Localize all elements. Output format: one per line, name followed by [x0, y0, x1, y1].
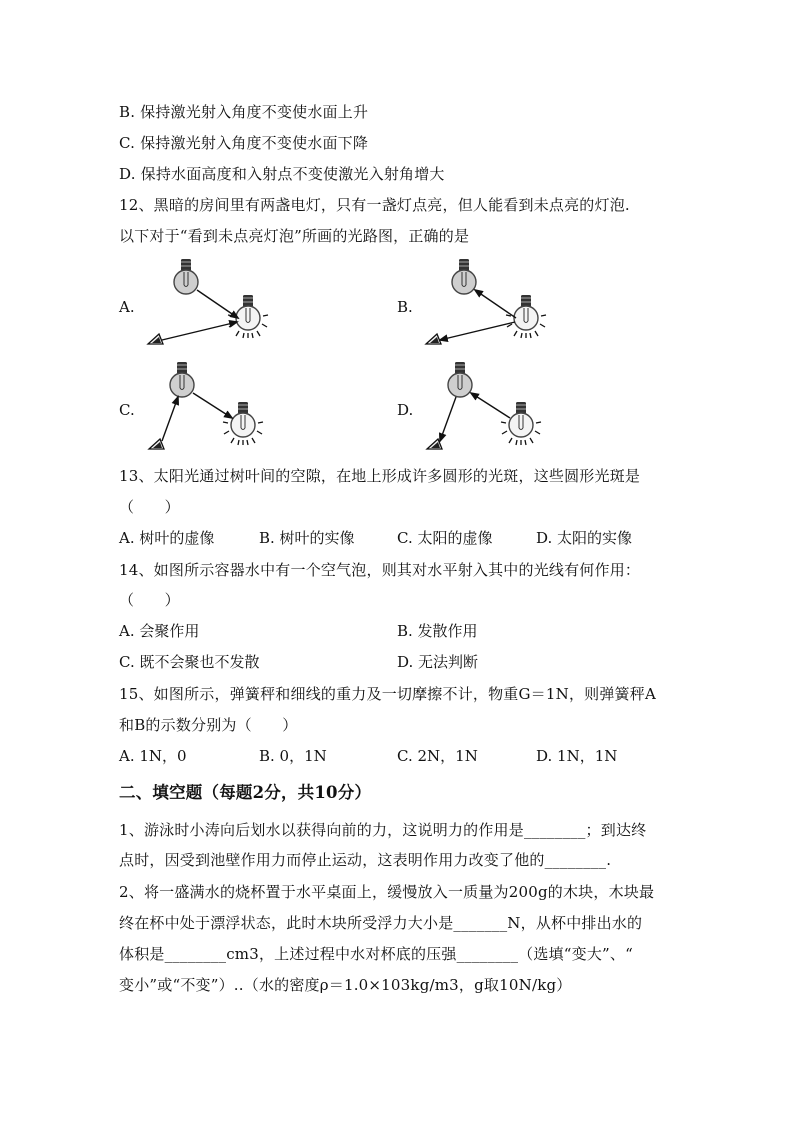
- q15-option-c[interactable]: C. 2N，1N: [397, 747, 478, 765]
- q15-stem-line1: 15、如图所示，弹簧秤和细线的重力及一切摩擦不计，物重G＝1N，则弹簧秤A: [119, 685, 656, 703]
- q14-option-d[interactable]: D. 无法判断: [397, 653, 479, 671]
- q14-stem-line2: （ ）: [119, 591, 180, 609]
- q12-choice-a-label[interactable]: A.: [119, 298, 135, 316]
- q15-option-b[interactable]: B. 0，1N: [259, 747, 327, 765]
- q15-option-a[interactable]: A. 1N，0: [119, 747, 187, 765]
- q12-choice-c-label[interactable]: C.: [119, 401, 135, 419]
- q14-stem-line1: 14、如图所示容器水中有一个空气泡，则其对水平射入其中的光线有何作用：: [119, 561, 641, 579]
- q12-choice-b-label[interactable]: B.: [397, 298, 413, 316]
- fill2-line2: 终在杯中处于漂浮状态，此时木块所受浮力大小是_______N，从杯中排出水的: [119, 914, 643, 932]
- q15-stem-line2: 和B的示数分别为（ ）: [119, 716, 298, 734]
- q12-stem-line2: 以下对于“看到未点亮灯泡”所画的光路图，正确的是: [119, 227, 470, 245]
- q14-option-a[interactable]: A. 会聚作用: [119, 622, 200, 640]
- q13-option-a[interactable]: A. 树叶的虚像: [119, 529, 215, 547]
- q12-stem-line1: 12、黑暗的房间里有两盏电灯，只有一盏灯点亮，但人能看到未点亮的灯泡.: [119, 196, 630, 214]
- q11-option-b[interactable]: B. 保持激光射入角度不变使水面上升: [119, 103, 369, 121]
- fill2-line4: 变小”或“不变”）..（水的密度ρ＝1.0×103kg/m3，g取10N/kg）: [119, 976, 572, 994]
- q13-option-c[interactable]: C. 太阳的虚像: [397, 529, 493, 547]
- section2-heading: 二、填空题（每题2分，共10分）: [119, 783, 372, 802]
- q12-figure-b[interactable]: [418, 252, 558, 352]
- q14-option-b[interactable]: B. 发散作用: [397, 622, 478, 640]
- q15-option-d[interactable]: D. 1N，1N: [536, 747, 618, 765]
- q13-option-d[interactable]: D. 太阳的实像: [536, 529, 633, 547]
- fill1-line1: 1、游泳时小涛向后划水以获得向前的力，这说明力的作用是________；到达终: [119, 821, 647, 839]
- q12-figure-a[interactable]: [140, 252, 280, 352]
- q13-option-b[interactable]: B. 树叶的实像: [259, 529, 355, 547]
- q12-figure-d[interactable]: [418, 355, 558, 455]
- fill1-line2: 点时，因受到池壁作用力而停止运动，这表明作用力改变了他的________.: [119, 851, 612, 869]
- q12-figure-c[interactable]: [140, 355, 280, 455]
- q11-option-d[interactable]: D. 保持水面高度和入射点不变使激光入射角增大: [119, 165, 445, 183]
- q14-option-c[interactable]: C. 既不会聚也不发散: [119, 653, 260, 671]
- q13-stem-line1: 13、太阳光通过树叶间的空隙，在地上形成许多圆形的光斑，这些圆形光斑是: [119, 467, 641, 485]
- q11-option-c[interactable]: C. 保持激光射入角度不变使水面下降: [119, 134, 369, 152]
- q13-stem-line2: （ ）: [119, 498, 180, 516]
- fill2-line1: 2、将一盛满水的烧杯置于水平桌面上，缓慢放入一质量为200g的木块，木块最: [119, 883, 655, 901]
- q12-choice-d-label[interactable]: D.: [397, 401, 414, 419]
- fill2-line3: 体积是________cm3，上述过程中水对杯底的压强________（选填“变大”、“: [119, 945, 633, 963]
